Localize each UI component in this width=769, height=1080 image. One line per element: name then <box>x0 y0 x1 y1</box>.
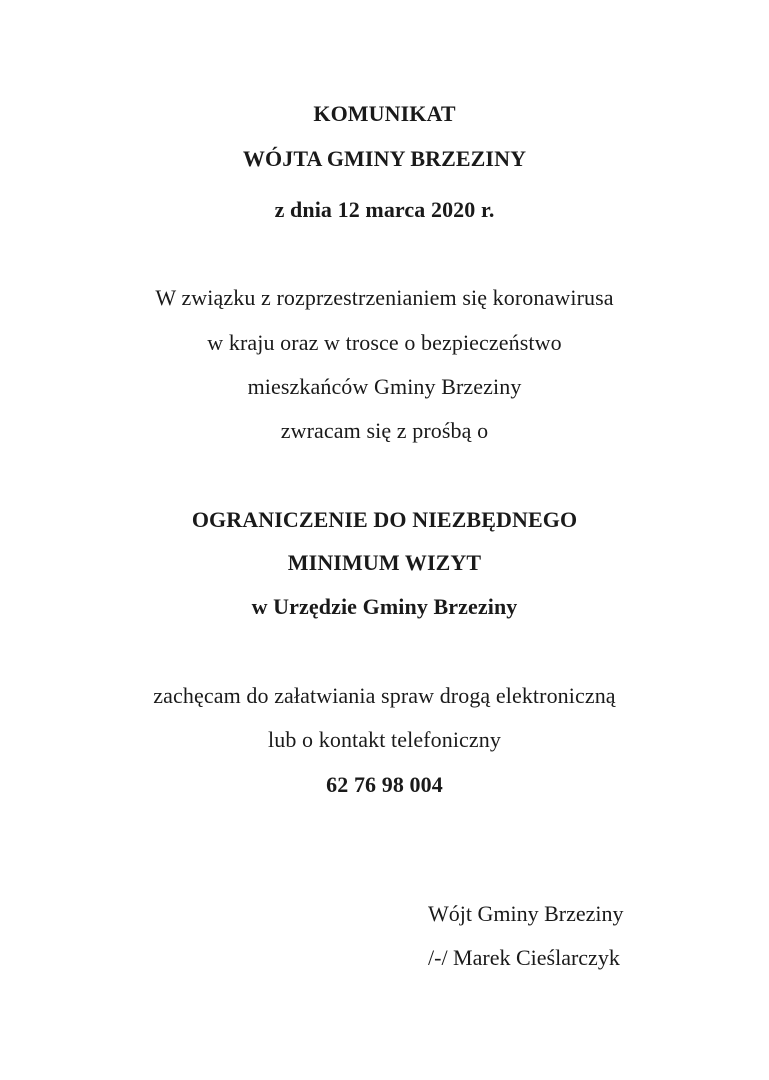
request-line-1: OGRANICZENIE DO NIEZBĘDNEGO <box>191 507 578 532</box>
signature-role: Wójt Gminy Brzeziny <box>428 901 624 926</box>
request-line-2: MINIMUM WIZYT <box>287 550 482 575</box>
contact-phone: 62 76 98 004 <box>326 772 443 797</box>
intro-line-3: mieszkańców Gminy Brzeziny <box>247 374 522 399</box>
contact-line-2: lub o kontakt telefoniczny <box>268 727 501 752</box>
document-subtitle: WÓJTA GMINY BRZEZINY <box>242 146 527 171</box>
intro-line-2: w kraju oraz w trosce o bezpieczeństwo <box>207 330 562 355</box>
intro-line-1: W związku z rozprzestrzenianiem się koronawirusa <box>155 285 614 310</box>
request-line-3: w Urzędzie Gminy Brzeziny <box>251 594 518 619</box>
document-date: z dnia 12 marca 2020 r. <box>274 197 495 222</box>
signature-name: /-/ Marek Cieślarczyk <box>428 945 620 970</box>
intro-line-4: zwracam się z prośbą o <box>280 418 489 443</box>
contact-line-1: zachęcam do załatwiania spraw drogą elektroniczną <box>153 683 616 708</box>
document-title: KOMUNIKAT <box>313 101 456 126</box>
